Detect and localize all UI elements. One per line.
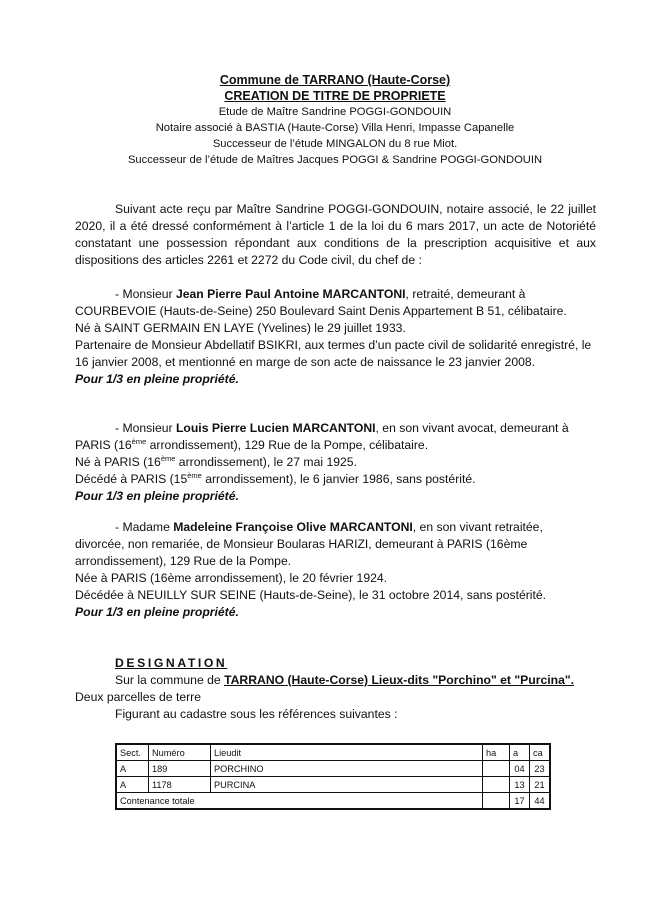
cell-ha [483, 761, 510, 777]
person-3-prefix: - Madame [115, 520, 174, 534]
header-ca: ca [530, 744, 551, 761]
cell-numero: 189 [149, 761, 211, 777]
person-block-3 [75, 519, 596, 620]
person-3-address: divorcée, non remariée, de Monsieur Boularas HARIZI, demeurant à PARIS (16ème arrondissement), 129 Rue de la Pompe. [75, 536, 528, 568]
header-numero: Numéro [149, 744, 211, 761]
header-a: a [510, 744, 530, 761]
designation-commune-prefix: Sur la commune de [115, 673, 225, 687]
cell-numero: 1178 [149, 777, 211, 793]
person-3-occupation: , en son vivant retraitée, [412, 520, 543, 534]
person-2-death [75, 471, 596, 488]
cell-lieudit: PORCHINO [211, 761, 483, 777]
cell-sect: A [116, 761, 149, 777]
intro-text: Suivant acte reçu par Maître Sandrine POGGI-GONDOUIN, notaire associé, le 22 juillet 2020, il a été dressé conformément à l’article 1 de la loi du 6 mars 2017, un acte de Notoriété constatant une possession répondant aux conditions de la prescription acquisitive et aux dispositions des articles 2261 et 2272 du Code civil, du chef de : [75, 202, 596, 267]
person-2-occupation: , en son vivant avocat, demeurant à [375, 421, 569, 435]
person-block-2 [75, 420, 596, 505]
total-label: Contenance totale [116, 793, 483, 810]
person-2-address-sup: ème [131, 436, 147, 446]
cell-ca: 21 [530, 777, 551, 793]
cell-ha [483, 777, 510, 793]
designation-line-1 [115, 672, 596, 689]
total-ha [483, 793, 510, 810]
designation-line-3: Figurant au cadastre sous les références suivantes : [115, 707, 398, 721]
person-3-death: Décédée à NEUILLY SUR SEINE (Hauts-de-Seine), le 31 octobre 2014, sans postérité. [75, 587, 547, 602]
header-lieudit: Lieudit [211, 744, 483, 761]
commune-title: Commune de TARRANO (Haute-Corse) [219, 73, 451, 87]
designation-line-2: Deux parcelles de terre [75, 690, 201, 704]
person-3-line-1 [75, 519, 596, 536]
table-total-row [116, 793, 550, 810]
person-2-birth [75, 454, 596, 471]
notary-line-4: Successeur de l’étude de Maîtres Jacques POGGI & Sandrine POGGI-GONDOUIN [127, 154, 543, 166]
person-3-share: Pour 1/3 en pleine propriété. [75, 604, 239, 619]
person-1-pacs: Partenaire de Monsieur Abdellatif BSIKRI, aux termes d’un pacte civil de solidarité enregistré, le 16 janvier 2008, et mentionné en marge de son acte de naissance le 23 janvier 2008. [75, 337, 592, 369]
header-sect: Sect. [116, 744, 149, 761]
person-1-prefix: - Monsieur [115, 287, 176, 301]
designation-section [75, 655, 596, 723]
person-2-name: Louis Pierre Lucien MARCANTONI [175, 421, 376, 435]
cell-sect: A [116, 777, 149, 793]
notary-line-3: Successeur de l’étude MINGALON du 8 rue Miot. [212, 138, 458, 150]
cadastre-table [115, 743, 551, 810]
person-2-birth-sup: ème [160, 453, 176, 463]
person-1-occupation: , retraité, demeurant à [405, 287, 526, 301]
total-a: 17 [510, 793, 530, 810]
cell-ca: 23 [530, 761, 551, 777]
total-ca: 44 [530, 793, 551, 810]
person-block-1 [75, 286, 596, 387]
person-2-line-1 [75, 420, 596, 437]
person-1-birth: Né à SAINT GERMAIN EN LAYE (Yvelines) le 29 juillet 1933. [75, 320, 406, 335]
intro-paragraph [75, 201, 596, 269]
person-2-prefix: - Monsieur [115, 421, 176, 435]
person-2-address [75, 437, 596, 454]
table-row [116, 761, 550, 777]
person-3-name: Madeleine Françoise Olive MARCANTONI [173, 520, 413, 534]
cell-a: 13 [510, 777, 530, 793]
person-1-share: Pour 1/3 en pleine propriété. [75, 371, 239, 386]
designation-location: TARRANO (Haute-Corse) Lieux-dits "Porchino" et "Purcina". [224, 673, 575, 687]
person-2-address-a: PARIS (16 [75, 437, 132, 452]
designation-heading: DESIGNATION [115, 656, 228, 670]
person-2-birth-b: arrondissement), le 27 mai 1925. [175, 454, 357, 469]
person-2-birth-a: Né à PARIS (16 [75, 454, 161, 469]
document-header [0, 72, 670, 168]
document-title: CREATION DE TITRE DE PROPRIETE [224, 89, 446, 103]
notary-line-2: Notaire associé à BASTIA (Haute-Corse) Villa Henri, Impasse Capanelle [155, 122, 515, 134]
person-2-death-b: arrondissement), le 6 janvier 1986, sans postérité. [201, 471, 476, 486]
person-1-address: COURBEVOIE (Hauts-de-Seine) 250 Boulevard Saint Denis Appartement B 51, célibataire. [75, 303, 567, 318]
cell-lieudit: PURCINA [211, 777, 483, 793]
person-2-death-sup: ème [187, 470, 202, 480]
cell-a: 04 [510, 761, 530, 777]
person-1-line-1 [75, 286, 596, 303]
person-2-share: Pour 1/3 en pleine propriété. [75, 488, 239, 503]
table-header-row [116, 744, 550, 761]
table-row [116, 777, 550, 793]
person-3-birth: Née à PARIS (16ème arrondissement), le 20 février 1924. [75, 570, 388, 585]
header-ha: ha [483, 744, 510, 761]
person-2-death-a: Décédé à PARIS (15 [75, 471, 188, 486]
person-1-name: Jean Pierre Paul Antoine MARCANTONI [175, 287, 406, 301]
notary-line-1: Etude de Maître Sandrine POGGI-GONDOUIN [218, 106, 452, 118]
person-2-address-b: arrondissement), 129 Rue de la Pompe, célibataire. [146, 437, 429, 452]
